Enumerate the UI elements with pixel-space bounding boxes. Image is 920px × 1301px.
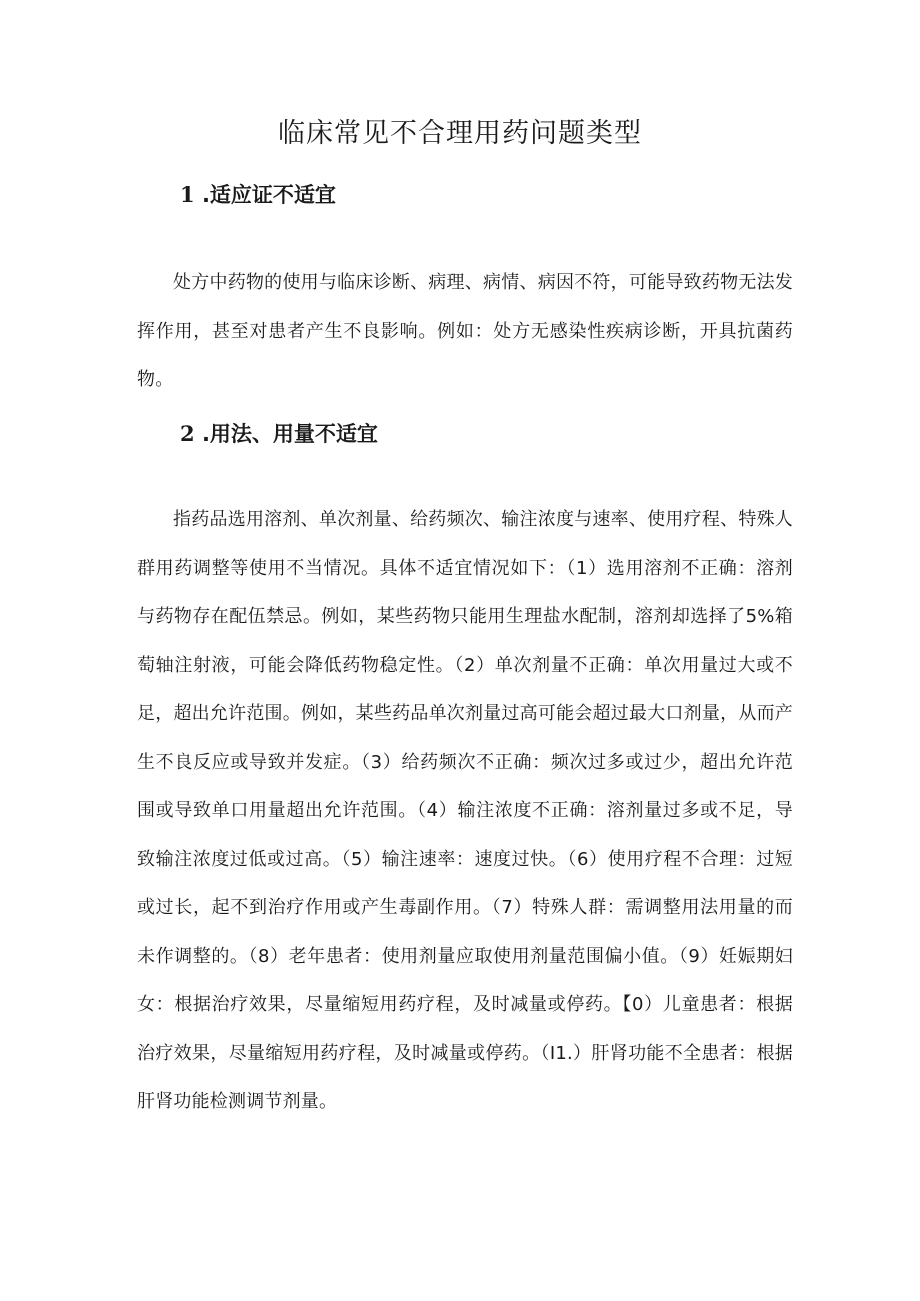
section-1-paragraph: 处方中药物的使用与临床诊断、病理、病情、病因不符，可能导致药物无法发挥作用，甚至对患者产生不良影响。例如：处方无感染性疾病诊断，开具抗菌药物。 <box>137 272 793 390</box>
section-2-paragraph: 指药品选用溶剂、单次剂量、给药频次、输注浓度与速率、使用疗程、特殊人群用药调整等使用不当情况。具体不适宜情况如下：（1）选用溶剂不正确：溶剂与药物存在配伍禁忌。例如，某些药物只能用生理盐水配制，溶剂却选择了5%箱萄轴注射液，可能会降低药物稳定性。（2）单次剂量不正确：单次用量过大或不足，超出允许范围。例如，某些药品单次剂量过高可能会超过最大口剂量，从而产生不良反应或导致并发症。（3）给药频次不正确：频次过多或过少，超出允许范围或导致单口用量超出允许范围。（4）输注浓度不正确：溶剂量过多或不足，导致输注浓度过低或过高。（5）输注速率：速度过快。（6）使用疗程不合理：过短或过长，起不到治疗作用或产生毒副作用。（7）特殊人群：需调整用法用量的而未作调整的。（8）老年患者：使用剂量应取使用剂量范围偏小值。（9）妊娠期妇女：根据治疗效果，尽量缩短用药疗程，及时减量或停药。【0）儿童患者：根据治疗效果，尽量缩短用药疗程，及时减量或停药。（I1.）肝肾功能不全患者：根据肝肾功能检测调节剂量。 <box>137 509 793 1112</box>
section-heading-1 <box>180 180 336 210</box>
section-title: .适应证不适宜 <box>201 183 336 207</box>
section-heading-2 <box>180 419 378 449</box>
section-number: 1 <box>180 182 195 207</box>
section-number: 2 <box>180 421 195 446</box>
page-title: 临床常见不合理用药问题类型 <box>278 118 642 149</box>
section-title: .用法、用量不适宜 <box>201 422 378 446</box>
